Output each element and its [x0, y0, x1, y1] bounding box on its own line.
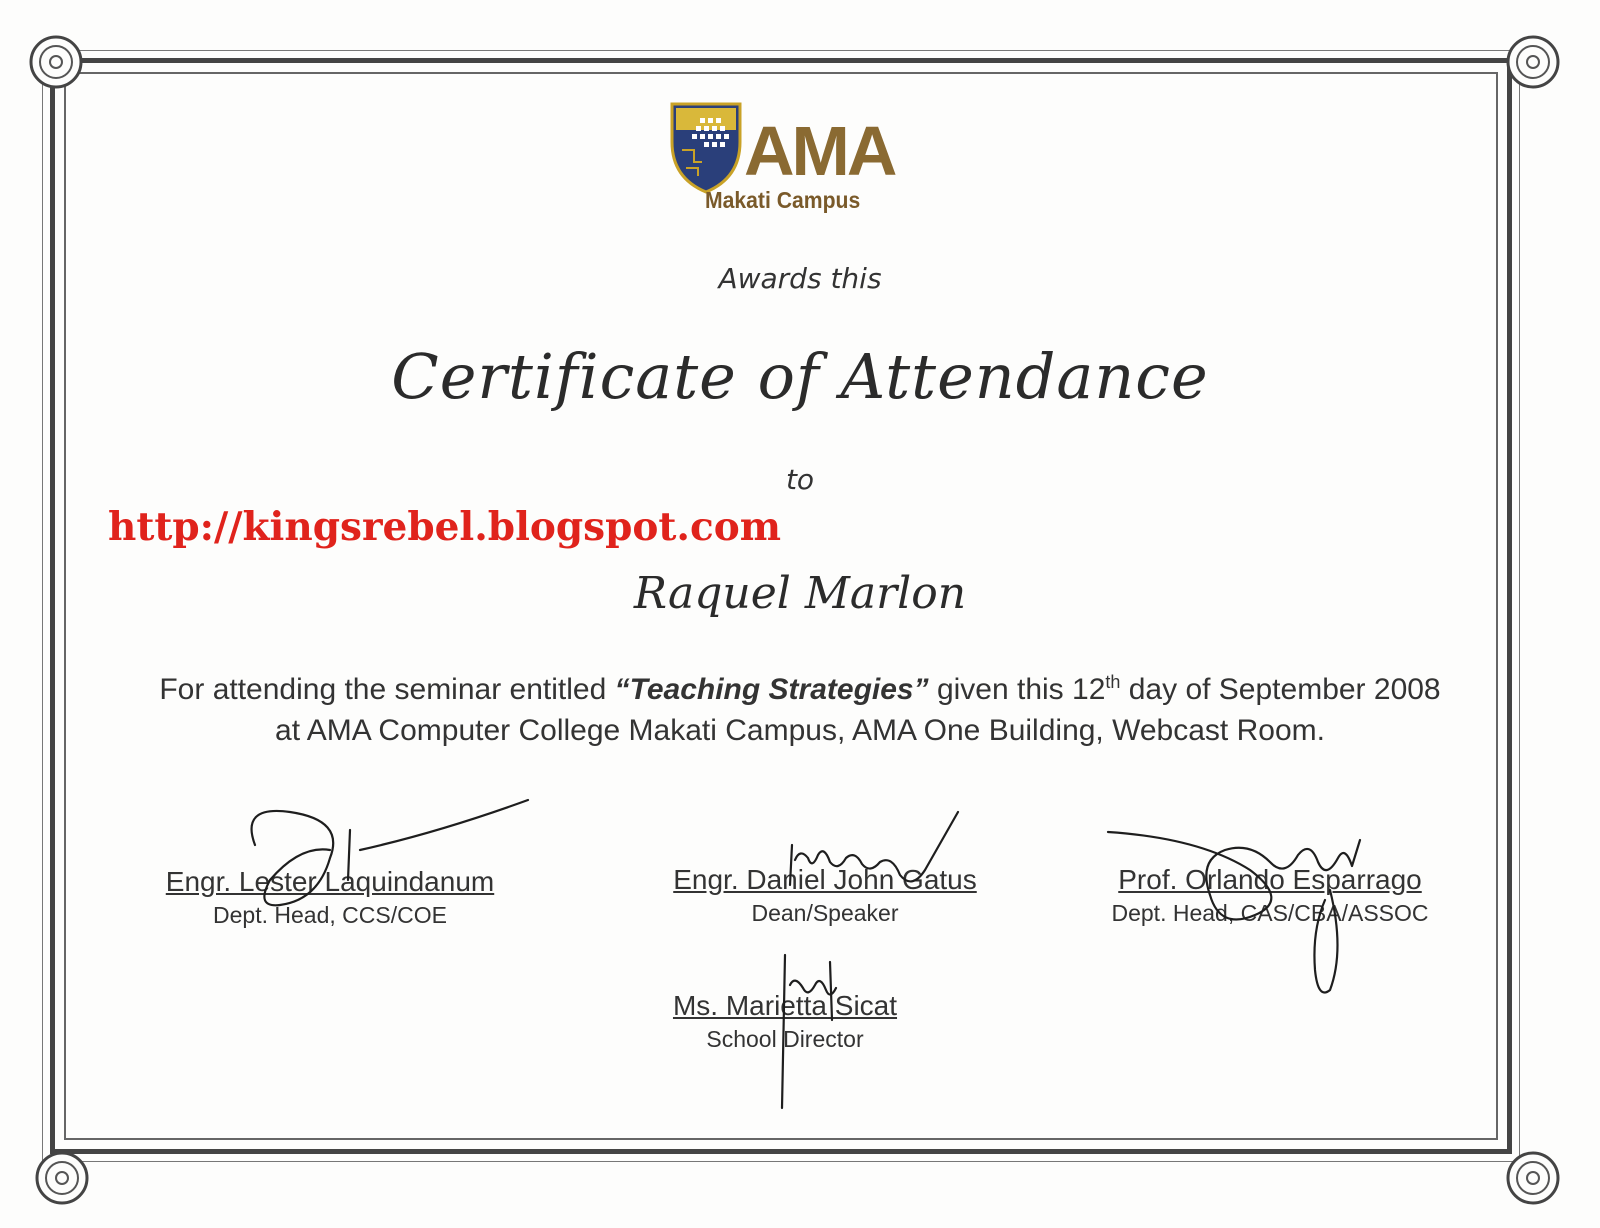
certificate-title: Certificate of Attendance	[391, 340, 1209, 413]
signatory-block	[135, 866, 525, 929]
body-text-part2: given this 12	[928, 673, 1106, 706]
institution-logo-name: AMA	[744, 112, 895, 190]
signatory-role: Dean/Speaker	[751, 900, 899, 926]
body-text-part3: day of September 2008 at AMA Computer College Makati Campus, AMA One Building, Webcast Room.	[275, 673, 1441, 747]
signatory-block	[640, 990, 930, 1053]
certificate-body	[150, 662, 1450, 751]
signatory-name: Prof. Orlando Esparrago	[1118, 864, 1422, 895]
corner-ornament-icon	[28, 34, 84, 90]
signatory-role: Dept. Head, CAS/CBA/ASSOC	[1111, 900, 1429, 926]
campus-name: Makati Campus	[705, 187, 861, 213]
body-text-part1: For attending the seminar entitled	[159, 673, 615, 706]
awards-line: Awards this	[718, 262, 882, 295]
corner-ornament-icon	[1505, 1150, 1561, 1206]
seminar-title: “Teaching Strategies”	[614, 673, 929, 706]
signatory-role: Dept. Head, CCS/COE	[213, 902, 447, 928]
watermark-url: http://kingsrebel.blogspot.com	[108, 504, 782, 550]
signatory-name: Engr. Daniel John Gatus	[673, 864, 977, 895]
day-suffix: th	[1105, 672, 1121, 692]
signatory-role: School Director	[706, 1026, 864, 1052]
signatory-block	[1080, 864, 1460, 927]
recipient-name: Raquel Marlon	[633, 568, 967, 619]
signatory-block	[645, 864, 1005, 927]
signatory-name: Engr. Lester Laquindanum	[165, 866, 495, 897]
corner-ornament-icon	[34, 1150, 90, 1206]
corner-ornament-icon	[1505, 34, 1561, 90]
signatory-name: Ms. Marietta Sicat	[672, 990, 898, 1021]
to-line: to	[785, 463, 815, 496]
